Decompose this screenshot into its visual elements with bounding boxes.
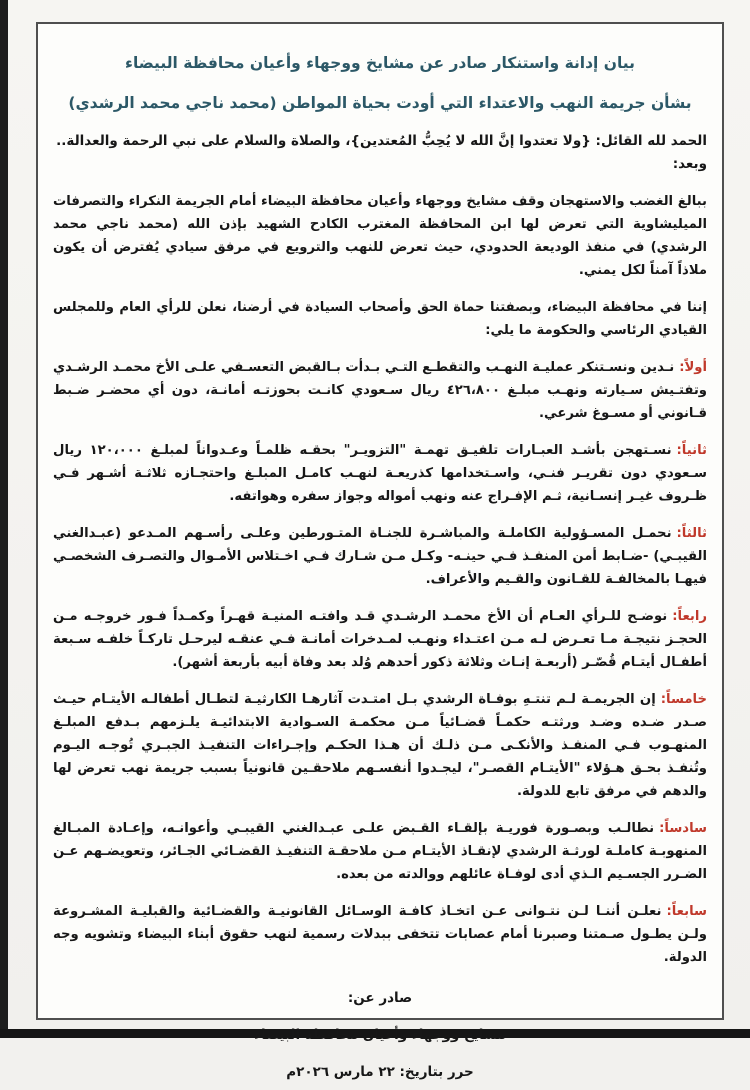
statement-item-7 (53, 900, 707, 969)
statement-item-4 (53, 605, 707, 674)
document-content (38, 24, 722, 1090)
issued-by-label: صادر عن: (347, 990, 413, 1006)
item-label-7: سابعاً: (666, 904, 707, 919)
date-line: حرر بتاريخ: ٢٢ مارس ٢٠٢٦م (286, 1064, 474, 1080)
item-label-2: ثانياً: (676, 443, 707, 458)
document-title (53, 50, 707, 116)
item-text-1: نـدين ونسـتنكر عمليـة النهـب والتقطـع التـي بـدأت بـالقبض التعسـفي علـى الأخ محمـد الرشـدي وتفتـيش سـيارته ونهـب مبلـغ ٤٢٦،٨٠٠ ريال سـعودي كانـت بحوزتـه أمانـة، دون أي محضـر ضـبط قـانوني أو مسـوغ شرعي. (53, 360, 707, 421)
document-title-line1: بيان إدانة واستنكار صادر عن مشايخ ووجهاء وأعيان محافظة البيضاء (125, 54, 635, 72)
preamble-line: الحمد لله القائل: {ولا تعتدوا إنَّ الله لا يُحِبُّ المُعتدين}، والصلاة والسلام على نبي الرحمة والعدالة.. وبعد: (56, 133, 707, 172)
item-label-4: رابعاً: (672, 609, 707, 624)
document-border-frame (36, 22, 724, 1080)
item-label-6: سادساً: (659, 821, 707, 836)
statement-item-1 (53, 356, 707, 425)
item-text-6: نطالـب وبصـورة فوريـة بإلقـاء القـبض علـى عبـدالغني القيبـي وأعوانـه، وإعـادة المبـالغ المنهوبـة كاملـة لورثـة الرشدي لإنقـاذ الأيتـام مـن ملاحقـة التنفيـذ القضـائي الجـائر، وتعويضـهم عـن الضـرر الجسـيم الـذي أدى لوفـاة عائلهم ووالدته من بعده. (53, 821, 707, 882)
declaration-lead: إننا في محافظة البيضاء، وبصفتنا حماة الحق وأصحاب السيادة في أرضنا، نعلن للرأي العام وللمجلس القيادي الرئاسي والحكومة ما يلي: (53, 300, 707, 338)
item-text-5: إن الجريمـة لـم تنتـهِ بوفـاة الرشدي بـل امتـدت آثارهـا الكارثيـة لتطـال أطفالـه الأيتـام حيـث صـدر ضـده وضـد ورثتـه حكمـاً قضـائياً مـن محكمـة السـوادية الابتدائيـة يلـزمهم بـدفع المبلـغ المنهـوب فـي المنفـذ والأنكـى مـن ذلـك أن هـذا الحكـم وإجـراءات التنفيـذ الجبـري تُوجـه اليـوم وتُنفـذ بحـق هـؤلاء "الأيتـام القصـر"، ليجـدوا أنفسـهم ملاحقـين قانونياً بسبب جريمة نهب تعرض لها والدهم في مرفق تابع للدولة. (53, 692, 707, 799)
item-label-1: أولاً: (679, 360, 707, 375)
item-text-2: نسـتهجن بأشـد العبـارات تلفيـق تهمـة "التزويـر" بحقـه ظلمـاً وعـدواناً لمبلـغ ١٢٠،٠٠٠ ريال سـعودي دون تقريـر فنـي، واسـتخدامها كذريعـة لنهـب كامـل المبلـغ واحتجـازه ثلاثـة أشـهر فـي ظـروف غيـر إنسـانية، ثـم الإفـراج عنه ونهب أمواله وجواز سفره وهواتفه. (53, 443, 707, 504)
item-text-7: نعلـن أننـا لـن نتـوانى عـن اتخـاذ كافـة الوسـائل القانونيـة والقضـائية والقبليـة المشـروعة ولـن يطـول صـمتنا وصبرنا أمام عصابات تتخفى ببدلات رسمية لنهب حقوق أبناء البيضاء وتشويه وجه الدولة. (53, 904, 707, 965)
item-text-4: نوضـح للـرأي العـام أن الأخ محمـد الرشـدي قـد وافتـه المنيـة قهـراً وكمـداً فـور خروجـه مـن الحجـز نتيجـة مـا تعـرض لـه مـن اعتـداء ونهـب لمـدخرات أمانـة فـي عنقـه ليرحـل تاركـاً خلفـه سـبعة أطفـال أيتـام قُصّـر (أربعـة إنـاث وثلاثة ذكور أحدهم وُلد بعد وفاة أبيه بأربعة أشهر). (53, 609, 707, 670)
statement-item-5 (53, 688, 707, 803)
statement-item-6 (53, 817, 707, 886)
statement-item-3 (53, 522, 707, 591)
item-text-3: نحمـل المسـؤولية الكاملـة والمباشـرة للجنـاة المتـورطين وعلـى رأسـهم المـدعو (عبـدالغني القيبـي) -ضـابط أمن المنفـذ فـي حينـه- وكـل مـن شـارك فـي اخـتلاس الأمـوال والتصـرف الشخصـي فيهـا بالمخالفـة للقـانون والقـيم والأعراف. (53, 526, 707, 587)
item-label-5: خامساً: (660, 692, 707, 707)
statement-item-2 (53, 439, 707, 508)
scan-edge-left (0, 0, 8, 1038)
item-label-3: ثالثاً: (676, 526, 707, 541)
issued-by: مشايخ ووجهاء وأعيان محافظة البيضاء (254, 1027, 506, 1043)
document-title-line2: بشأن جريمة النهب والاعتداء التي أودت بحياة المواطن (محمد ناجي محمد الرشدي) (68, 94, 692, 112)
intro-paragraph: ببالغ الغضب والاستهجان وقف مشايخ ووجهاء وأعيان محافظة البيضاء أمام الجريمة النكراء والتصرفات الميليشاوية التي تعرض لها ابن المحافظة المغترب الكادح الشهيد بإذن الله (محمد ناجي محمد الرشدي) في منفذ الوديعة الحدودي، حيث تعرض للنهب والترويع في مرفق سيادي يُفترض أن يكون ملاذاً آمناً لكل يمني. (53, 194, 707, 278)
